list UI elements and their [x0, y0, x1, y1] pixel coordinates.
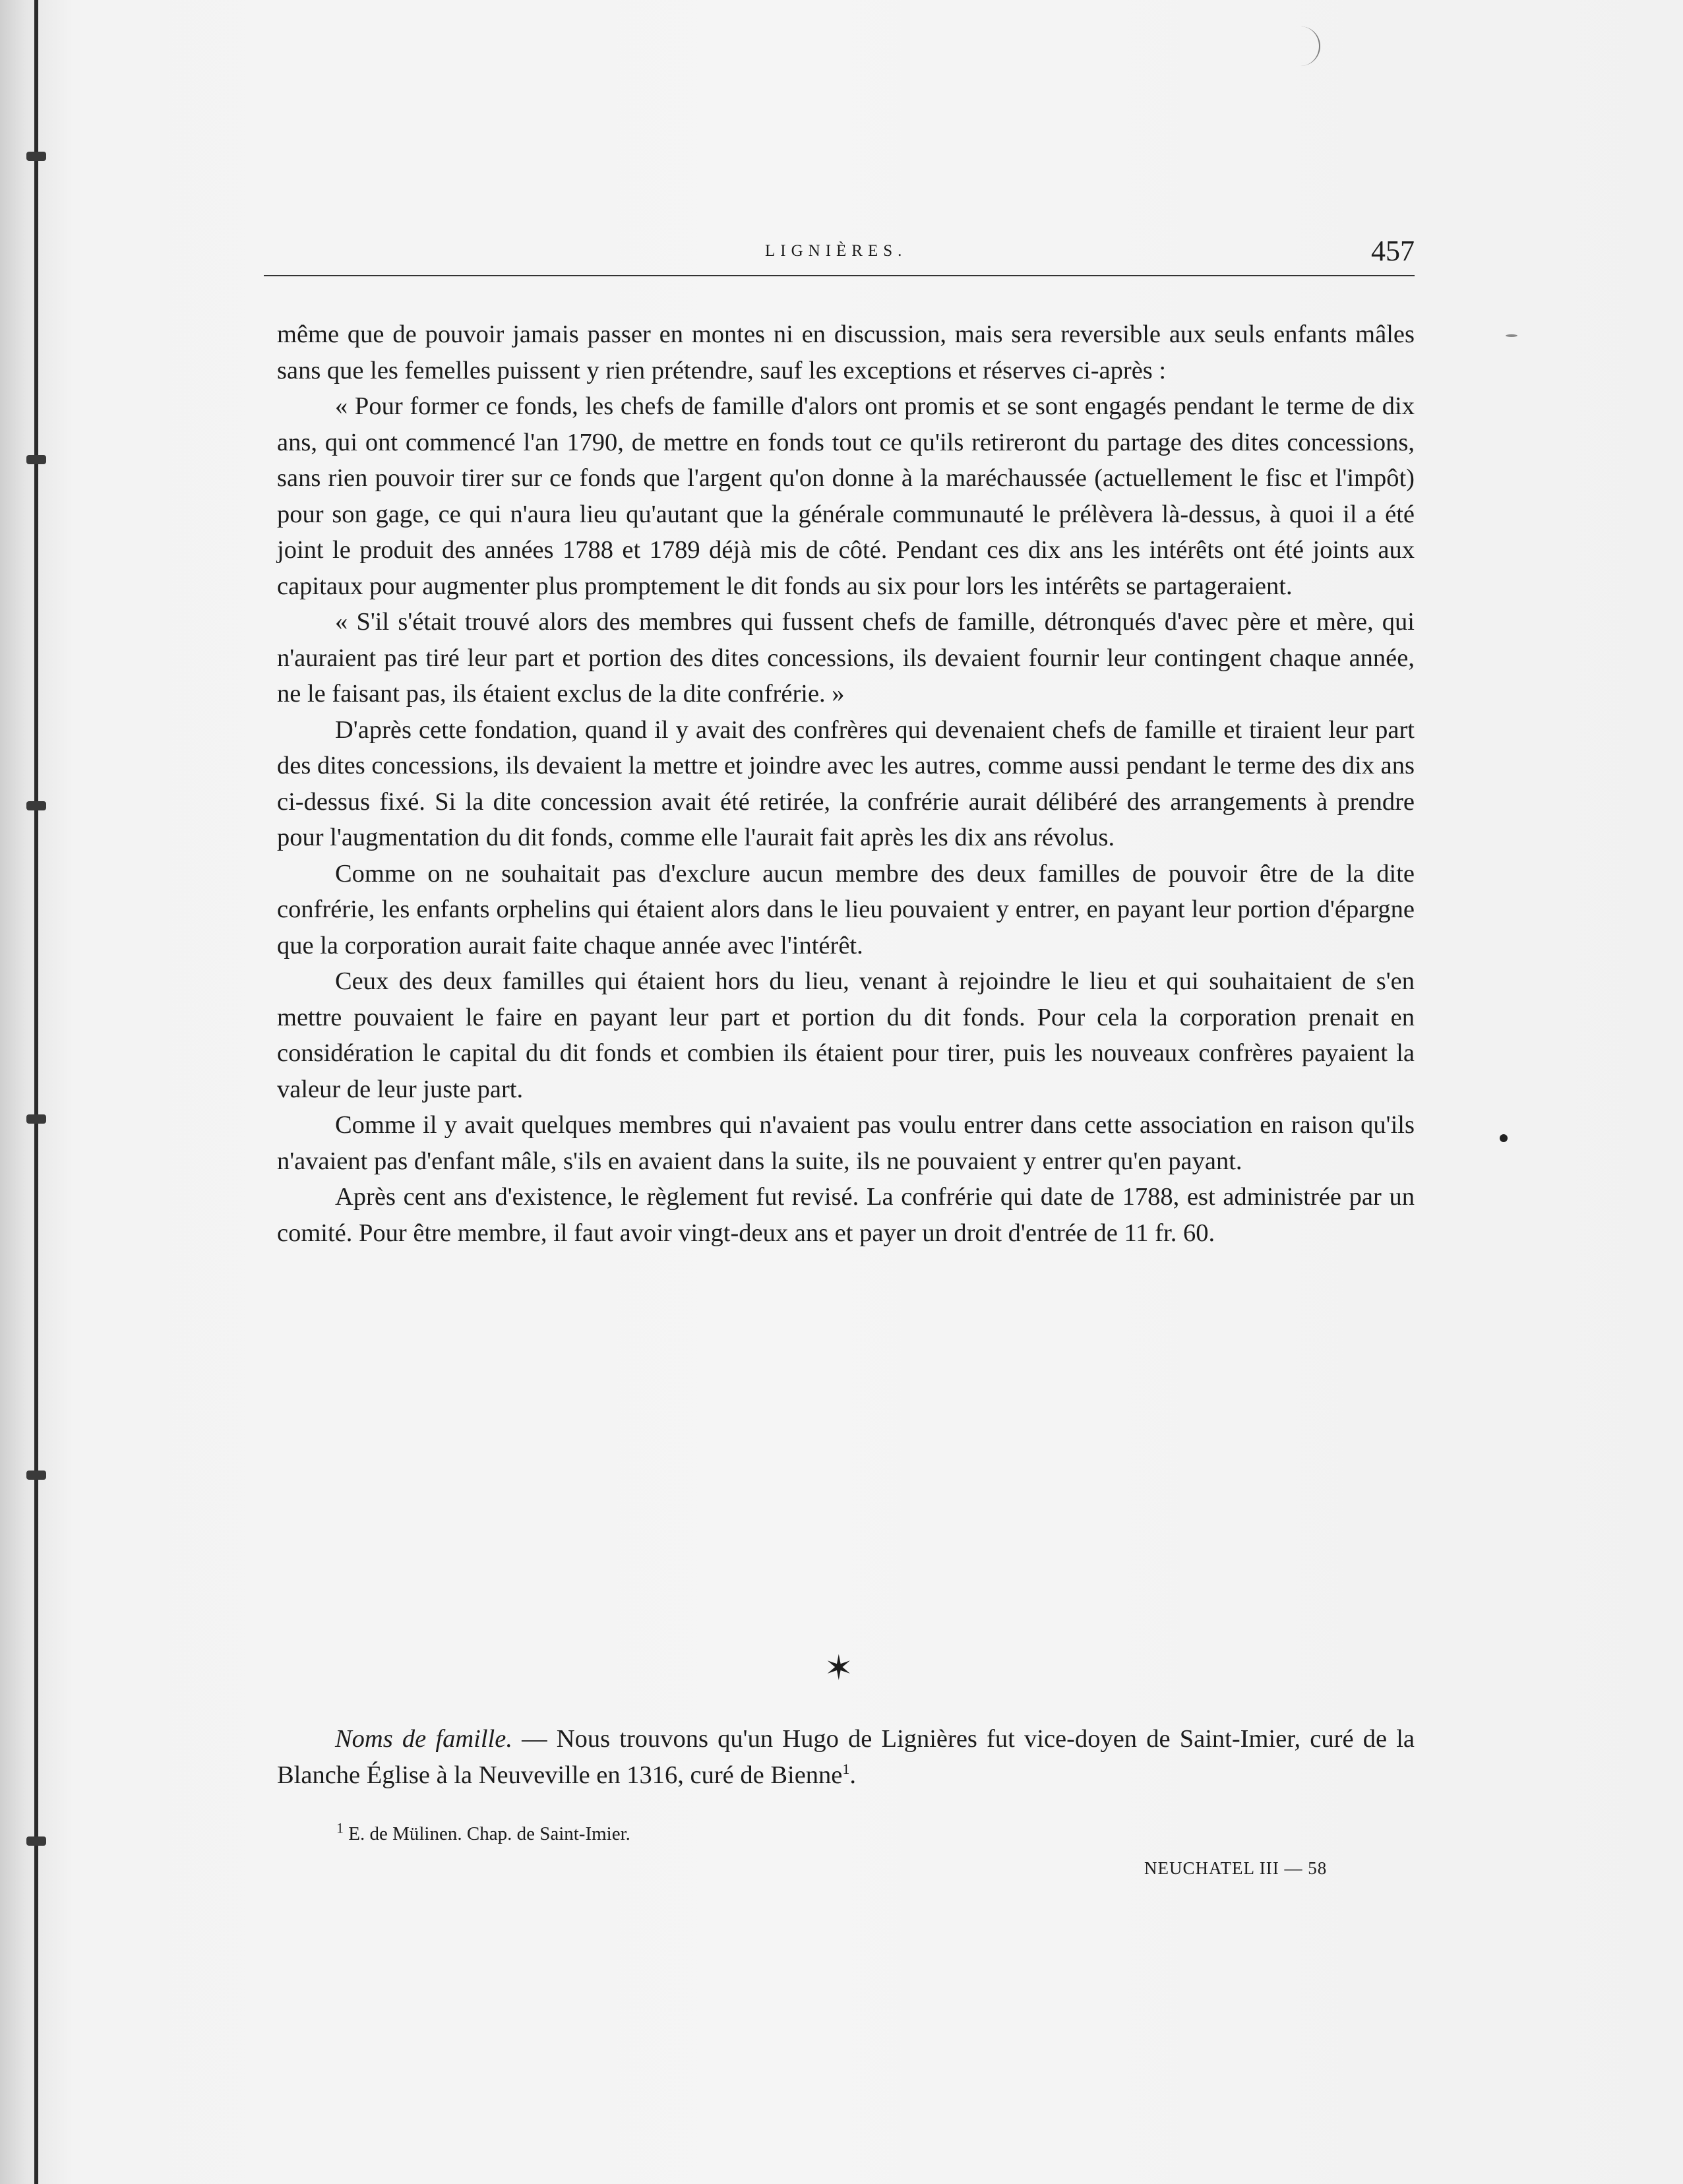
binding-stitch — [26, 801, 46, 810]
running-title: LIGNIÈRES. — [765, 242, 907, 260]
section-separator: ✶ — [824, 1650, 853, 1687]
binding-stitch — [26, 1114, 46, 1124]
binding-stitch — [26, 455, 46, 464]
paragraph: même que de pouvoir jamais passer en montes ni en discussion, mais sera reversible aux seuls enfants mâles sans que les femelles puissent y rien prétendre, sauf les exceptions et réserves ci-après : — [277, 320, 1415, 384]
footnote — [336, 1819, 630, 1845]
paragraph: Après cent ans d'existence, le règlement fut revisé. La confrérie qui date de 1788, est administrée par un comité. Pour être membre, il faut avoir vingt-deux ans et payer un droit d'entrée de 11 fr. 60. — [277, 1183, 1415, 1247]
paragraph: « S'il s'était trouvé alors des membres qui fussent chefs de famille, détronqués d'avec père et mère, qui n'auraient pas tiré leur part et portion des dites concessions, ils devaient fournir leur contingent chaque année, ne le faisant pas, ils étaient exclus de la dite confrérie. » — [277, 608, 1415, 708]
footnote-mark: 1 — [336, 1819, 344, 1836]
footnote-text: E. de Mülinen. Chap. de Saint-Imier. — [344, 1823, 630, 1844]
paragraph: Ceux des deux familles qui étaient hors du lieu, venant à rejoindre le lieu et qui souhaitaient de s'en mettre pouvaient le faire en payant leur part et portion du dit fonds. Pour cela la corporation prenait en considération le capital du dit fonds et combien ils étaient pour tirer, puis les nouveaux confrères payaient la valeur de leur juste part. — [277, 967, 1415, 1103]
header-rule — [264, 275, 1415, 276]
binding-edge — [34, 0, 38, 2184]
noms-paragraph — [277, 1721, 1415, 1793]
page-curl — [1279, 26, 1320, 66]
ink-speck — [1506, 334, 1517, 337]
printer-signature: NEUCHATEL III — 58 — [1144, 1858, 1328, 1878]
paragraph: D'après cette fondation, quand il y avait des confrères qui devenaient chefs de famille et tiraient leur part des dites concessions, ils devaient la mettre et joindre avec les autres, comme aussi pendant le terme des dix ans ci-dessus fixé. Si la dite concession avait été retirée, la confrérie aurait délibéré des arrangements à prendre pour l'augmentation du dit fonds, comme elle l'aurait fait après les dix ans révolus. — [277, 715, 1415, 851]
binding-stitch — [26, 152, 46, 161]
page-number: 457 — [1371, 235, 1415, 267]
running-head — [264, 234, 1415, 287]
footnote-ref: 1 — [842, 1760, 850, 1777]
paragraph: « Pour former ce fonds, les chefs de famille d'alors ont promis et se sont engagés pendant le terme de dix ans, qui ont commencé l'an 1790, de mettre en fonds tout ce qu'ils retireront du partage des dites concessions, sans rien pouvoir tirer sur ce fonds que l'argent qu'on donne à la maréchaussée (actuellement le fisc et l'impôt) pour son gage, ce qui n'aura lieu qu'autant que la générale communauté le prélèvera là-dessus, à quoi il a été joint le produit des années 1788 et 1789 déjà mis de côté. Pendant ces dix ans les intérêts ont été joints aux capitaux pour augmenter plus promptement le dit fonds au six pour lors les intérêts se partageraient. — [277, 392, 1415, 600]
body-text — [277, 317, 1415, 1251]
binding-stitch — [26, 1471, 46, 1480]
paragraph: Comme on ne souhaitait pas d'exclure aucun membre des deux familles de pouvoir être de la dite confrérie, les enfants orphelins qui étaient alors dans le lieu pouvaient y entrer, en payant leur portion d'épargne que la corporation aurait faite chaque année avec l'intérêt. — [277, 859, 1415, 959]
noms-end: . — [849, 1761, 857, 1789]
binding-stitch — [26, 1836, 46, 1846]
ink-speck — [1500, 1134, 1508, 1142]
noms-lead: Noms de famille. — [335, 1725, 512, 1753]
noms-section — [277, 1721, 1415, 1793]
paragraph: Comme il y avait quelques membres qui n'avaient pas voulu entrer dans cette association en raison qu'ils n'avaient pas d'enfant mâle, s'ils en avaient dans la suite, ils ne pouvaient y entrer qu'en payant. — [277, 1111, 1415, 1175]
noms-text: — Nous trouvons qu'un Hugo de Lignières fut vice-doyen de Saint-Imier, curé de la Blanche Église à la Neuveville en 1316, curé de Bienne — [277, 1725, 1415, 1789]
